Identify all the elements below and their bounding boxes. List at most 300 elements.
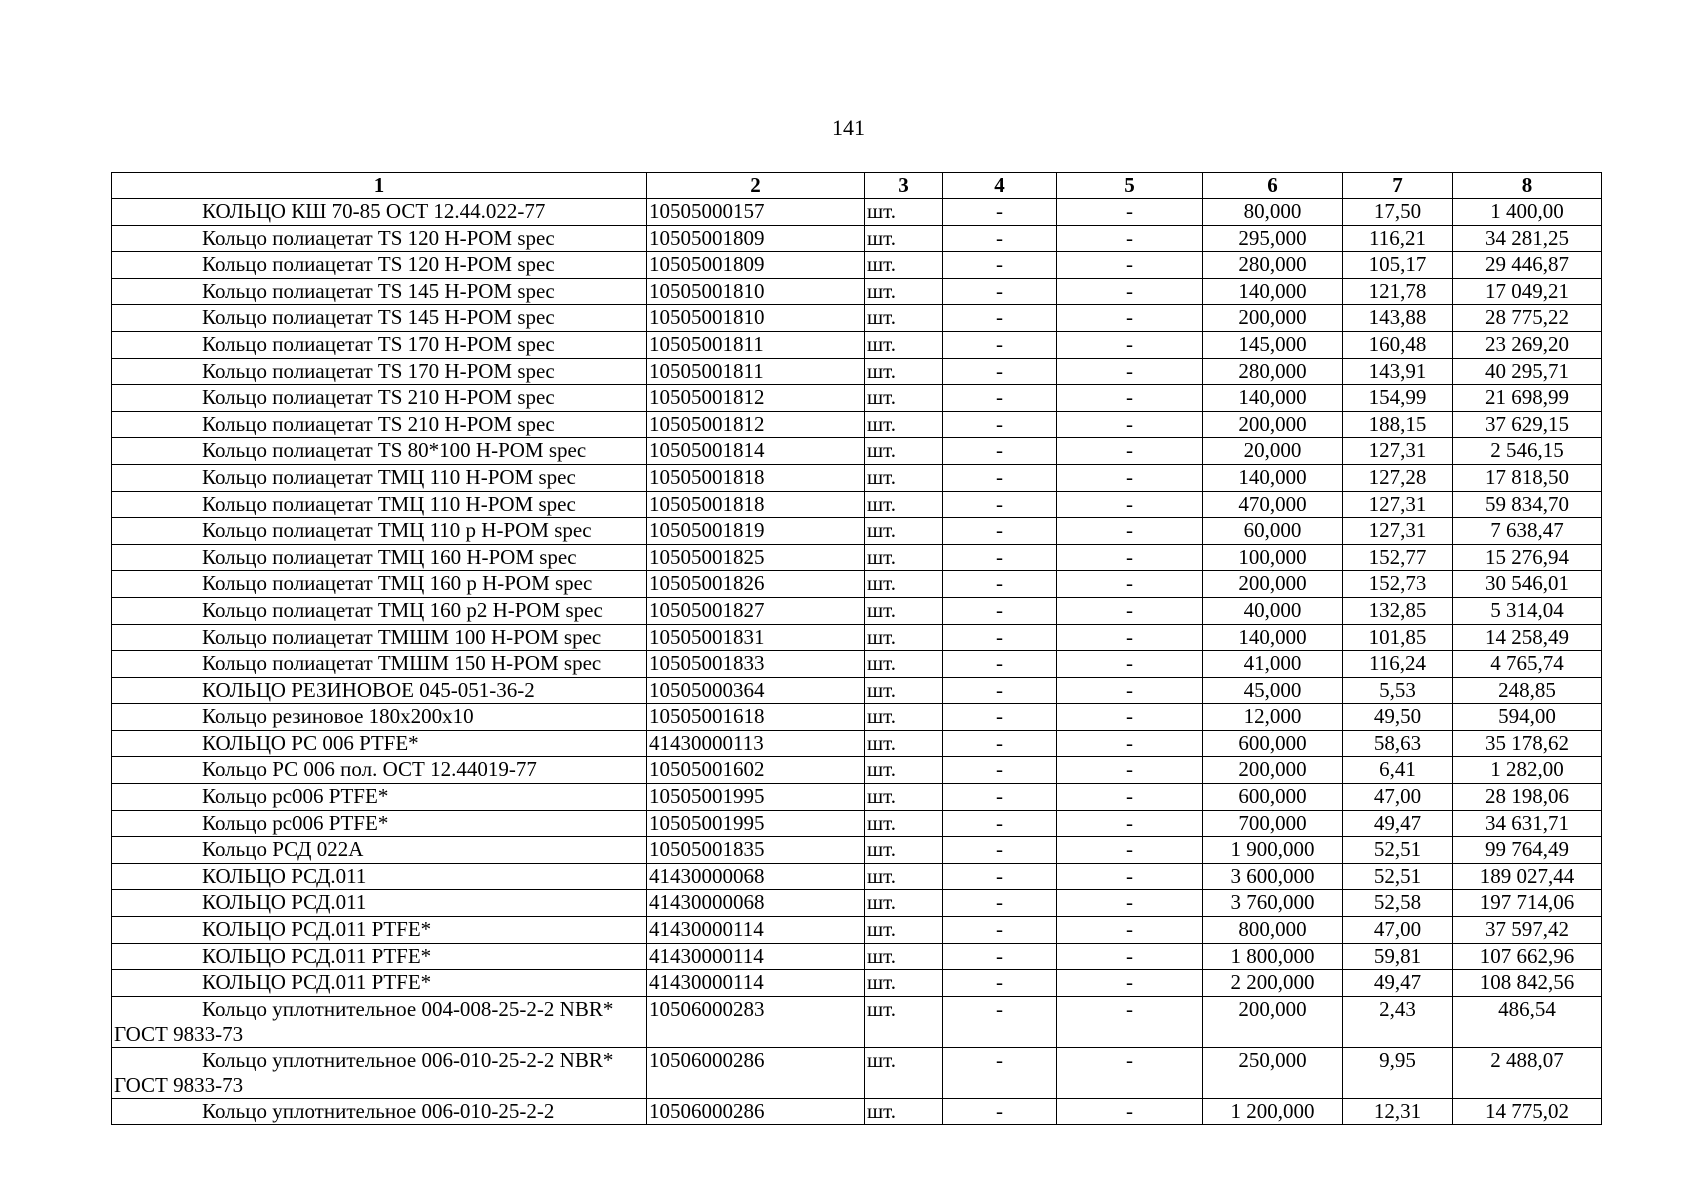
quantity-cell: 1 800,000 [1203,943,1343,970]
price-cell: 121,78 [1343,278,1453,305]
column-4-cell: - [943,331,1057,358]
sum-cell: 15 276,94 [1453,544,1602,571]
column-4-cell: - [943,491,1057,518]
unit-cell: шт. [865,784,943,811]
column-5-cell: - [1057,597,1203,624]
price-cell: 127,28 [1343,464,1453,491]
item-name-cell: Кольцо полиацетат ТМЦ 110 H-POM spec [112,491,647,518]
unit-cell: шт. [865,252,943,279]
column-5-cell: - [1057,225,1203,252]
item-code-cell: 10505001818 [647,464,865,491]
item-code-cell: 10505001810 [647,305,865,332]
quantity-cell: 280,000 [1203,252,1343,279]
price-cell: 116,24 [1343,651,1453,678]
item-code-cell: 10505001602 [647,757,865,784]
column-5-cell: - [1057,491,1203,518]
column-5-cell: - [1057,784,1203,811]
sum-cell: 40 295,71 [1453,358,1602,385]
unit-cell: шт. [865,199,943,226]
item-name-cell: Кольцо уплотнительное 006-010-25-2-2 [112,1098,647,1125]
unit-cell: шт. [865,996,943,1047]
quantity-cell: 200,000 [1203,996,1343,1047]
price-cell: 132,85 [1343,597,1453,624]
quantity-cell: 280,000 [1203,358,1343,385]
unit-cell: шт. [865,917,943,944]
column-5-cell: - [1057,544,1203,571]
sum-cell: 28 775,22 [1453,305,1602,332]
table-row [112,331,1602,358]
item-code-cell: 10505001809 [647,252,865,279]
column-4-cell: - [943,970,1057,997]
unit-cell: шт. [865,677,943,704]
sum-cell: 189 027,44 [1453,863,1602,890]
column-5-cell: - [1057,996,1203,1047]
table-row [112,1047,1602,1098]
sum-cell: 2 546,15 [1453,438,1602,465]
items-table [111,172,1602,1125]
column-5-cell: - [1057,704,1203,731]
unit-cell: шт. [865,1098,943,1125]
item-name-cell: КОЛЬЦО РЕЗИНОВОЕ 045-051-36-2 [112,677,647,704]
item-code-cell: 10505001812 [647,385,865,412]
unit-cell: шт. [865,970,943,997]
sum-cell: 34 281,25 [1453,225,1602,252]
unit-cell: шт. [865,225,943,252]
price-cell: 127,31 [1343,491,1453,518]
sum-cell: 5 314,04 [1453,597,1602,624]
table-row [112,571,1602,598]
price-cell: 52,58 [1343,890,1453,917]
item-code-cell: 10505000157 [647,199,865,226]
sum-cell: 35 178,62 [1453,730,1602,757]
unit-cell: шт. [865,837,943,864]
column-5-cell: - [1057,331,1203,358]
price-cell: 188,15 [1343,411,1453,438]
table-row [112,225,1602,252]
table-row [112,677,1602,704]
column-5-cell: - [1057,890,1203,917]
item-name-cell: Кольцо РСД 022А [112,837,647,864]
table-row [112,385,1602,412]
item-code-cell: 10505001825 [647,544,865,571]
sum-cell: 99 764,49 [1453,837,1602,864]
sum-cell: 1 400,00 [1453,199,1602,226]
column-header: 2 [647,173,865,199]
table-body [112,199,1602,1125]
price-cell: 52,51 [1343,863,1453,890]
column-header: 1 [112,173,647,199]
item-code-cell: 41430000068 [647,863,865,890]
item-name-cell: Кольцо полиацетат TS 145 H-POM spec [112,305,647,332]
item-name-cell: Кольцо полиацетат TS 170 H-POM spec [112,331,647,358]
unit-cell: шт. [865,863,943,890]
unit-cell: шт. [865,491,943,518]
table-row [112,757,1602,784]
unit-cell: шт. [865,518,943,545]
column-4-cell: - [943,1047,1057,1098]
quantity-cell: 3 600,000 [1203,863,1343,890]
column-4-cell: - [943,252,1057,279]
column-header: 6 [1203,173,1343,199]
column-4-cell: - [943,518,1057,545]
column-4-cell: - [943,943,1057,970]
item-name-cell: Кольцо РС 006 пол. ОСТ 12.44019-77 [112,757,647,784]
sum-cell: 594,00 [1453,704,1602,731]
quantity-cell: 800,000 [1203,917,1343,944]
unit-cell: шт. [865,544,943,571]
item-code-cell: 10505001833 [647,651,865,678]
item-code-cell: 10505001826 [647,571,865,598]
item-name-cell: Кольцо рс006 PTFE* [112,784,647,811]
unit-cell: шт. [865,385,943,412]
price-cell: 2,43 [1343,996,1453,1047]
sum-cell: 37 597,42 [1453,917,1602,944]
item-code-cell: 10505001811 [647,331,865,358]
item-name-cell: Кольцо резиновое 180х200х10 [112,704,647,731]
column-4-cell: - [943,544,1057,571]
price-cell: 49,47 [1343,970,1453,997]
item-code-cell: 10505001814 [647,438,865,465]
item-code-cell: 10505001618 [647,704,865,731]
item-name-cell: Кольцо полиацетат ТМШМ 150 H-POM spec [112,651,647,678]
table-row [112,518,1602,545]
price-cell: 154,99 [1343,385,1453,412]
unit-cell: шт. [865,730,943,757]
column-header: 4 [943,173,1057,199]
item-name-cell: Кольцо рс006 PTFE* [112,810,647,837]
sum-cell: 23 269,20 [1453,331,1602,358]
column-4-cell: - [943,464,1057,491]
item-code-cell: 10505001995 [647,784,865,811]
table-row [112,837,1602,864]
column-4-cell: - [943,199,1057,226]
sum-cell: 34 631,71 [1453,810,1602,837]
item-name-cell: КОЛЬЦО РСД.011 [112,890,647,917]
column-5-cell: - [1057,199,1203,226]
table-row [112,199,1602,226]
table-row [112,358,1602,385]
unit-cell: шт. [865,890,943,917]
table-row [112,810,1602,837]
price-cell: 9,95 [1343,1047,1453,1098]
item-code-cell: 41430000114 [647,943,865,970]
column-5-cell: - [1057,1098,1203,1125]
quantity-cell: 3 760,000 [1203,890,1343,917]
item-code-cell: 41430000114 [647,917,865,944]
price-cell: 52,51 [1343,837,1453,864]
item-name-cell: Кольцо уплотнительное 004-008-25-2-2 NBR* ГОСТ 9833-73 [112,996,647,1047]
unit-cell: шт. [865,358,943,385]
column-5-cell: - [1057,917,1203,944]
unit-cell: шт. [865,411,943,438]
price-cell: 116,21 [1343,225,1453,252]
sum-cell: 29 446,87 [1453,252,1602,279]
quantity-cell: 80,000 [1203,199,1343,226]
item-name-cell: КОЛЬЦО РСД.011 [112,863,647,890]
item-name-cell: Кольцо полиацетат ТМЦ 160 р2 H-POM spec [112,597,647,624]
table-row [112,784,1602,811]
sum-cell: 4 765,74 [1453,651,1602,678]
price-cell: 49,47 [1343,810,1453,837]
column-5-cell: - [1057,464,1203,491]
table-row [112,491,1602,518]
sum-cell: 17 049,21 [1453,278,1602,305]
price-cell: 127,31 [1343,518,1453,545]
unit-cell: шт. [865,704,943,731]
sum-cell: 486,54 [1453,996,1602,1047]
table-row [112,704,1602,731]
column-header: 8 [1453,173,1602,199]
price-cell: 47,00 [1343,784,1453,811]
item-code-cell: 10506000283 [647,996,865,1047]
column-4-cell: - [943,677,1057,704]
unit-cell: шт. [865,331,943,358]
item-code-cell: 10505001818 [647,491,865,518]
quantity-cell: 200,000 [1203,305,1343,332]
quantity-cell: 2 200,000 [1203,970,1343,997]
item-code-cell: 41430000113 [647,730,865,757]
quantity-cell: 100,000 [1203,544,1343,571]
column-4-cell: - [943,730,1057,757]
table-row [112,624,1602,651]
column-5-cell: - [1057,810,1203,837]
column-5-cell: - [1057,863,1203,890]
item-code-cell: 10506000286 [647,1098,865,1125]
table-row [112,917,1602,944]
quantity-cell: 145,000 [1203,331,1343,358]
item-name-cell: Кольцо полиацетат TS 80*100 H-POM spec [112,438,647,465]
column-5-cell: - [1057,970,1203,997]
column-4-cell: - [943,996,1057,1047]
column-5-cell: - [1057,358,1203,385]
item-code-cell: 41430000068 [647,890,865,917]
quantity-cell: 200,000 [1203,411,1343,438]
quantity-cell: 140,000 [1203,278,1343,305]
column-4-cell: - [943,438,1057,465]
table-row [112,943,1602,970]
column-5-cell: - [1057,651,1203,678]
item-code-cell: 10505000364 [647,677,865,704]
table-row [112,544,1602,571]
table-row [112,411,1602,438]
item-name-cell: КОЛЬЦО РСД.011 PTFE* [112,970,647,997]
column-5-cell: - [1057,278,1203,305]
item-code-cell: 10506000286 [647,1047,865,1098]
table-row [112,597,1602,624]
column-4-cell: - [943,305,1057,332]
item-code-cell: 10505001995 [647,810,865,837]
table-row [112,651,1602,678]
column-5-cell: - [1057,252,1203,279]
price-cell: 152,77 [1343,544,1453,571]
sum-cell: 17 818,50 [1453,464,1602,491]
column-5-cell: - [1057,385,1203,412]
price-cell: 58,63 [1343,730,1453,757]
table-row [112,890,1602,917]
price-cell: 143,91 [1343,358,1453,385]
column-4-cell: - [943,411,1057,438]
column-5-cell: - [1057,438,1203,465]
item-code-cell: 10505001811 [647,358,865,385]
quantity-cell: 140,000 [1203,464,1343,491]
item-name-cell: КОЛЬЦО КШ 70-85 ОСТ 12.44.022-77 [112,199,647,226]
column-4-cell: - [943,837,1057,864]
price-cell: 105,17 [1343,252,1453,279]
unit-cell: шт. [865,943,943,970]
quantity-cell: 1 200,000 [1203,1098,1343,1125]
item-name-cell: Кольцо полиацетат TS 170 H-POM spec [112,358,647,385]
item-code-cell: 10505001827 [647,597,865,624]
column-4-cell: - [943,784,1057,811]
price-cell: 152,73 [1343,571,1453,598]
unit-cell: шт. [865,1047,943,1098]
table-row [112,970,1602,997]
item-code-cell: 10505001810 [647,278,865,305]
price-cell: 47,00 [1343,917,1453,944]
column-4-cell: - [943,704,1057,731]
table-row [112,464,1602,491]
sum-cell: 1 282,00 [1453,757,1602,784]
column-4-cell: - [943,757,1057,784]
item-name-cell: Кольцо полиацетат TS 120 H-POM spec [112,225,647,252]
quantity-cell: 250,000 [1203,1047,1343,1098]
quantity-cell: 700,000 [1203,810,1343,837]
price-cell: 127,31 [1343,438,1453,465]
item-name-cell: Кольцо полиацетат ТМЦ 110 H-POM spec [112,464,647,491]
quantity-cell: 20,000 [1203,438,1343,465]
quantity-cell: 200,000 [1203,757,1343,784]
column-5-cell: - [1057,305,1203,332]
unit-cell: шт. [865,571,943,598]
price-cell: 101,85 [1343,624,1453,651]
quantity-cell: 60,000 [1203,518,1343,545]
column-header: 5 [1057,173,1203,199]
item-name-cell: Кольцо полиацетат TS 210 H-POM spec [112,411,647,438]
column-5-cell: - [1057,837,1203,864]
column-5-cell: - [1057,677,1203,704]
unit-cell: шт. [865,305,943,332]
column-5-cell: - [1057,571,1203,598]
column-5-cell: - [1057,757,1203,784]
item-name-cell: КОЛЬЦО РС 006 PTFE* [112,730,647,757]
quantity-cell: 45,000 [1203,677,1343,704]
table-row [112,252,1602,279]
price-cell: 143,88 [1343,305,1453,332]
sum-cell: 14 775,02 [1453,1098,1602,1125]
sum-cell: 7 638,47 [1453,518,1602,545]
column-4-cell: - [943,358,1057,385]
column-4-cell: - [943,863,1057,890]
column-4-cell: - [943,624,1057,651]
quantity-cell: 140,000 [1203,385,1343,412]
column-header: 7 [1343,173,1453,199]
quantity-cell: 200,000 [1203,571,1343,598]
sum-cell: 197 714,06 [1453,890,1602,917]
column-4-cell: - [943,597,1057,624]
header-row [112,173,1602,199]
item-code-cell: 10505001809 [647,225,865,252]
column-5-cell: - [1057,411,1203,438]
unit-cell: шт. [865,624,943,651]
column-4-cell: - [943,890,1057,917]
sum-cell: 2 488,07 [1453,1047,1602,1098]
item-name-cell: КОЛЬЦО РСД.011 PTFE* [112,917,647,944]
column-4-cell: - [943,225,1057,252]
unit-cell: шт. [865,438,943,465]
quantity-cell: 40,000 [1203,597,1343,624]
unit-cell: шт. [865,464,943,491]
column-4-cell: - [943,1098,1057,1125]
sum-cell: 14 258,49 [1453,624,1602,651]
sum-cell: 248,85 [1453,677,1602,704]
sum-cell: 21 698,99 [1453,385,1602,412]
column-4-cell: - [943,917,1057,944]
price-cell: 160,48 [1343,331,1453,358]
table-row [112,278,1602,305]
item-code-cell: 10505001831 [647,624,865,651]
item-name-cell: Кольцо полиацетат ТМЦ 160 H-POM spec [112,544,647,571]
item-name-cell: Кольцо уплотнительное 006-010-25-2-2 NBR* ГОСТ 9833-73 [112,1047,647,1098]
item-name-cell: Кольцо полиацетат TS 145 H-POM spec [112,278,647,305]
column-4-cell: - [943,385,1057,412]
sum-cell: 30 546,01 [1453,571,1602,598]
unit-cell: шт. [865,757,943,784]
quantity-cell: 600,000 [1203,730,1343,757]
column-4-cell: - [943,810,1057,837]
price-cell: 49,50 [1343,704,1453,731]
table-row [112,1098,1602,1125]
page-number: 141 [832,115,865,140]
unit-cell: шт. [865,278,943,305]
item-name-cell: Кольцо полиацетат TS 120 H-POM spec [112,252,647,279]
price-cell: 17,50 [1343,199,1453,226]
table-row [112,730,1602,757]
item-name-cell: Кольцо полиацетат TS 210 H-POM spec [112,385,647,412]
quantity-cell: 295,000 [1203,225,1343,252]
unit-cell: шт. [865,651,943,678]
column-5-cell: - [1057,730,1203,757]
item-code-cell: 10505001835 [647,837,865,864]
table-row [112,996,1602,1047]
column-5-cell: - [1057,624,1203,651]
column-header: 3 [865,173,943,199]
price-cell: 5,53 [1343,677,1453,704]
quantity-cell: 12,000 [1203,704,1343,731]
column-5-cell: - [1057,518,1203,545]
quantity-cell: 41,000 [1203,651,1343,678]
column-4-cell: - [943,278,1057,305]
sum-cell: 108 842,56 [1453,970,1602,997]
item-code-cell: 10505001812 [647,411,865,438]
column-5-cell: - [1057,943,1203,970]
item-name-cell: Кольцо полиацетат ТМЦ 160 р H-POM spec [112,571,647,598]
sum-cell: 107 662,96 [1453,943,1602,970]
unit-cell: шт. [865,597,943,624]
quantity-cell: 1 900,000 [1203,837,1343,864]
price-cell: 12,31 [1343,1098,1453,1125]
unit-cell: шт. [865,810,943,837]
item-name-cell: Кольцо полиацетат ТМЦ 110 р H-POM spec [112,518,647,545]
table-row [112,438,1602,465]
sum-cell: 59 834,70 [1453,491,1602,518]
table-row [112,863,1602,890]
price-cell: 59,81 [1343,943,1453,970]
sum-cell: 37 629,15 [1453,411,1602,438]
sum-cell: 28 198,06 [1453,784,1602,811]
quantity-cell: 470,000 [1203,491,1343,518]
column-4-cell: - [943,571,1057,598]
column-4-cell: - [943,651,1057,678]
